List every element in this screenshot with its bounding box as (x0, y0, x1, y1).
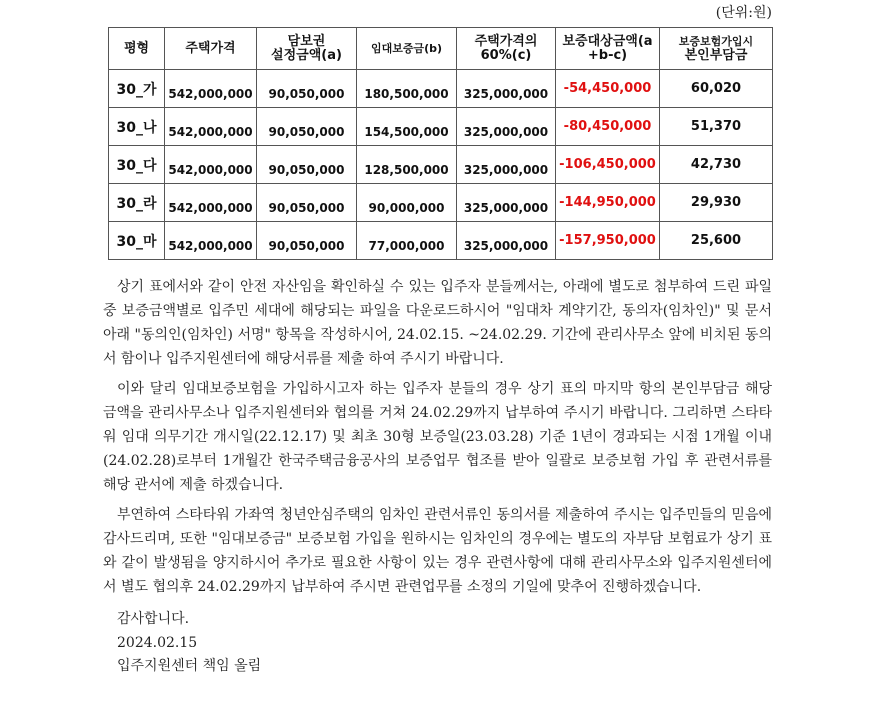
cell-self-pay: 25,600 (660, 222, 773, 260)
cell-sixty: 325,000,000 (457, 222, 556, 260)
header-deposit: 임대보증금(b) (357, 28, 457, 70)
cell-sixty: 325,000,000 (457, 70, 556, 108)
header-mortgage: 담보권 설정금액(a) (257, 28, 357, 70)
notice-date: 2024.02.15 (117, 634, 198, 651)
header-guarantee-target: 보증대상금액(a +b-c) (556, 28, 660, 70)
cell-mortgage: 90,050,000 (257, 222, 357, 260)
cell-self-pay: 51,370 (660, 108, 773, 146)
header-price: 주택가격 (165, 28, 257, 70)
cell-type: 30_가 (109, 70, 165, 108)
cell-target: -80,450,000 (556, 108, 660, 146)
cell-self-pay: 60,020 (660, 70, 773, 108)
table-row (109, 70, 773, 108)
table-header-row (109, 28, 773, 70)
table-row (109, 146, 773, 184)
cell-sixty: 325,000,000 (457, 108, 556, 146)
guarantee-table (108, 27, 773, 260)
cell-deposit: 77,000,000 (357, 222, 457, 260)
cell-price: 542,000,000 (165, 146, 257, 184)
unit-label: (단위:원) (715, 5, 772, 21)
cell-sixty: 325,000,000 (457, 184, 556, 222)
cell-deposit: 180,500,000 (357, 70, 457, 108)
cell-type: 30_다 (109, 146, 165, 184)
cell-mortgage: 90,050,000 (257, 184, 357, 222)
cell-price: 542,000,000 (165, 222, 257, 260)
cell-target: -144,950,000 (556, 184, 660, 222)
cell-target: -106,450,000 (556, 146, 660, 184)
cell-mortgage: 90,050,000 (257, 146, 357, 184)
table-row (109, 108, 773, 146)
table-row (109, 184, 773, 222)
cell-target: -54,450,000 (556, 70, 660, 108)
cell-deposit: 128,500,000 (357, 146, 457, 184)
cell-deposit: 90,000,000 (357, 184, 457, 222)
cell-type: 30_라 (109, 184, 165, 222)
cell-self-pay: 29,930 (660, 184, 773, 222)
paragraph-additional: 부연하여 스타타워 가좌역 청년안심주택의 임차인 관련서류인 동의서를 제출하여 주시는 입주민들의 믿음에 감사드리며, 또한 "임대보증금" 보증보험 가입을 원하시는 임차인의 경우에는 별도의 자부담 보험료가 상기 표와 같이 발생됨을 양지하시어 추가로 필요한 사항이 있는 경우 관련사항에 대해 관리사무소와 입주지원센터에서 별도 협의후 24.02.29까지 납부하여 주시면 관련업무를 소정의 기일에 맞추어 진행하겠습니다. (103, 507, 772, 595)
thanks-text: 감사합니다. (117, 611, 190, 627)
cell-price: 542,000,000 (165, 108, 257, 146)
cell-sixty: 325,000,000 (457, 146, 556, 184)
cell-self-pay: 42,730 (660, 146, 773, 184)
notice-body (103, 275, 772, 599)
signature-text: 입주지원센터 책임 올림 (117, 658, 262, 674)
cell-target: -157,950,000 (556, 222, 660, 260)
closing-block (117, 608, 261, 679)
table-row (109, 222, 773, 260)
cell-mortgage: 90,050,000 (257, 70, 357, 108)
cell-mortgage: 90,050,000 (257, 108, 357, 146)
header-type: 평형 (109, 28, 165, 70)
cell-type: 30_나 (109, 108, 165, 146)
cell-price: 542,000,000 (165, 184, 257, 222)
cell-type: 30_마 (109, 222, 165, 260)
header-sixty-percent: 주택가격의 60%(c) (457, 28, 556, 70)
header-self-payment: 보증보험가입시 본인부담금 (660, 28, 773, 70)
cell-deposit: 154,500,000 (357, 108, 457, 146)
paragraph-insurance: 이와 달리 임대보증보험을 가입하시고자 하는 입주자 분들의 경우 상기 표의 마지막 항의 본인부담금 해당 금액을 관리사무소나 입주지원센터와 협의를 거쳐 24.02.29까지 납부하여 주시기 바랍니다. 그리하면 스타타워 임대 의무기간 개시일(22.12.17) 및 최초 30형 보증일(23.03.28) 기준 1년이 경과되는 시점 1개월 이내(24.02.28)로부터 1개월간 한국주택금융공사의 보증업무 협조를 받아 일괄로 보증보험 가입 후 관련서류를 해당 관서에 제출 하겠습니다. (103, 381, 772, 493)
paragraph-safe-asset: 상기 표에서와 같이 안전 자산임을 확인하실 수 있는 입주자 분들께서는, 아래에 별도로 첨부하여 드린 파일중 보증금액별로 입주민 세대에 해당되는 파일을 다운로드하시어 "임대차 계약기간, 동의자(임차인)" 및 문서 아래 "동의인(임차인) 서명" 항목을 작성하시어, 24.02.15. ~24.02.29. 기간에 관리사무소 앞에 비치된 동의서 함이나 입주지원센터에 해당서류를 제출 하여 주시기 바랍니다. (103, 279, 772, 367)
cell-price: 542,000,000 (165, 70, 257, 108)
